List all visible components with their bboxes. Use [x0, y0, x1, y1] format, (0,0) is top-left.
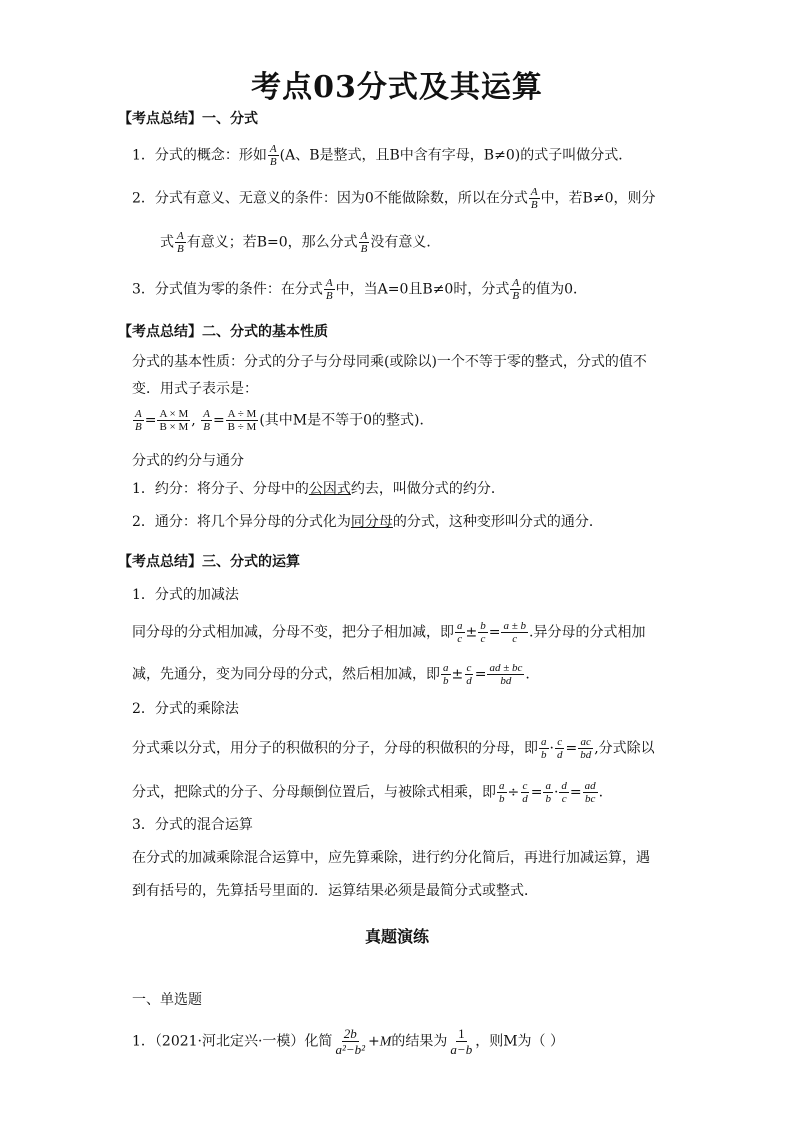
question-1: 1．（2021·河北定兴·一模）化简 $\frac{2b}{\text{a²−b²}}$ +M的结果为 $\frac{1}{a-b}$ ，则M为（ ） [132, 1026, 564, 1057]
s1-paragraph-2-cont: 式 $\frac{A}{B}$ 有意义；若B=0，那么分式 $\frac{A}{B}$ 没有意义． [160, 230, 441, 255]
section-2-heading: 【考点总结】二、分式的基本性质 [118, 324, 328, 340]
s3-line-2: 减，先通分，变为同分母的分式，然后相加减，即 $\frac{a}{b}$ ± $\frac{c}{d}$ = $\frac{ad \pm bc}{bd}$ . [132, 662, 530, 687]
s2-paragraph-1: 分式的基本性质：分式的分子与分母同乘(或除以)一个不等于零的整式，分式的值不 [132, 354, 647, 370]
s1-paragraph-2: 2．分式有意义、无意义的条件：因为0不能做除数，所以在分式 $\frac{A}{B}$ 中，若B≠0，则分 [132, 186, 656, 211]
s3-line-1: 同分母的分式相加减，分母不变，把分子相加减，即 $\frac{a}{c}$ ± $\frac{b}{c}$ = $\frac{a \pm b}{c}$ .异分母的分式相加 [132, 620, 646, 645]
s1-paragraph-3: 3．分式值为零的条件：在分式 $\frac{A}{B}$ 中，当A=0且B≠0时，分式 $\frac{A}{B}$ 的值为0． [132, 277, 587, 302]
page-title: 考点03分式及其运算 [251, 70, 543, 105]
s2-subheading: 分式的约分与通分 [132, 453, 244, 469]
s3-subheading-3: 3．分式的混合运算 [132, 817, 253, 833]
s2-item-2: 2．通分：将几个异分母的分式化为同分母的分式，这种变形叫分式的通分． [132, 514, 603, 530]
s1-paragraph-1: 1．分式的概念：形如 $\frac{A}{B}$ (A、B是整式，且B中含有字母，B≠0)的式子叫做分式． [132, 143, 633, 168]
fraction-a-over-b: $\frac{A}{B}$ [269, 143, 277, 168]
s3-line-6: 到有括号的，先算括号里面的．运算结果必须是最简分式或整式． [132, 883, 538, 899]
section-1-heading: 【考点总结】一、分式 [118, 111, 258, 127]
s2-item-1: 1．约分：将分子、分母中的公因式约去，叫做分式的约分． [132, 481, 505, 497]
s3-line-3: 分式乘以分式，用分子的积做积的分子，分母的积做积的分母，即 $\frac{a}{b}$ · $\frac{c}{d}$ = $\frac{ac}{bd}$ ,分式除以 [132, 736, 655, 761]
s3-subheading-2: 2．分式的乘除法 [132, 701, 239, 717]
practice-heading: 真题演练 [364, 927, 429, 946]
section-3-heading: 【考点总结】三、分式的运算 [118, 554, 300, 570]
s2-formula: $\frac{A}{B}$ = $\frac{A \times M}{B \times M}$ , $\frac{A}{B}$ = $\frac{A \div M}{B \div M}$ (其中M是不等于0的整式)． [135, 408, 434, 433]
s3-line-4: 分式，把除式的分子、分母颠倒位置后，与被除式相乘，即 $\frac{a}{b}$ ÷ $\frac{c}{d}$ = $\frac{a}{b}$ · $\frac{d}{c}$ = $\frac{ad}{bc}$ . [132, 780, 604, 805]
s3-line-5: 在分式的加减乘除混合运算中，应先算乘除，进行约分化简后，再进行加减运算，遇 [132, 850, 650, 866]
s2-paragraph-1-cont: 变．用式子表示是： [132, 381, 258, 397]
s3-subheading-1: 1．分式的加减法 [132, 587, 239, 603]
question-type: 一、单选题 [132, 992, 202, 1008]
